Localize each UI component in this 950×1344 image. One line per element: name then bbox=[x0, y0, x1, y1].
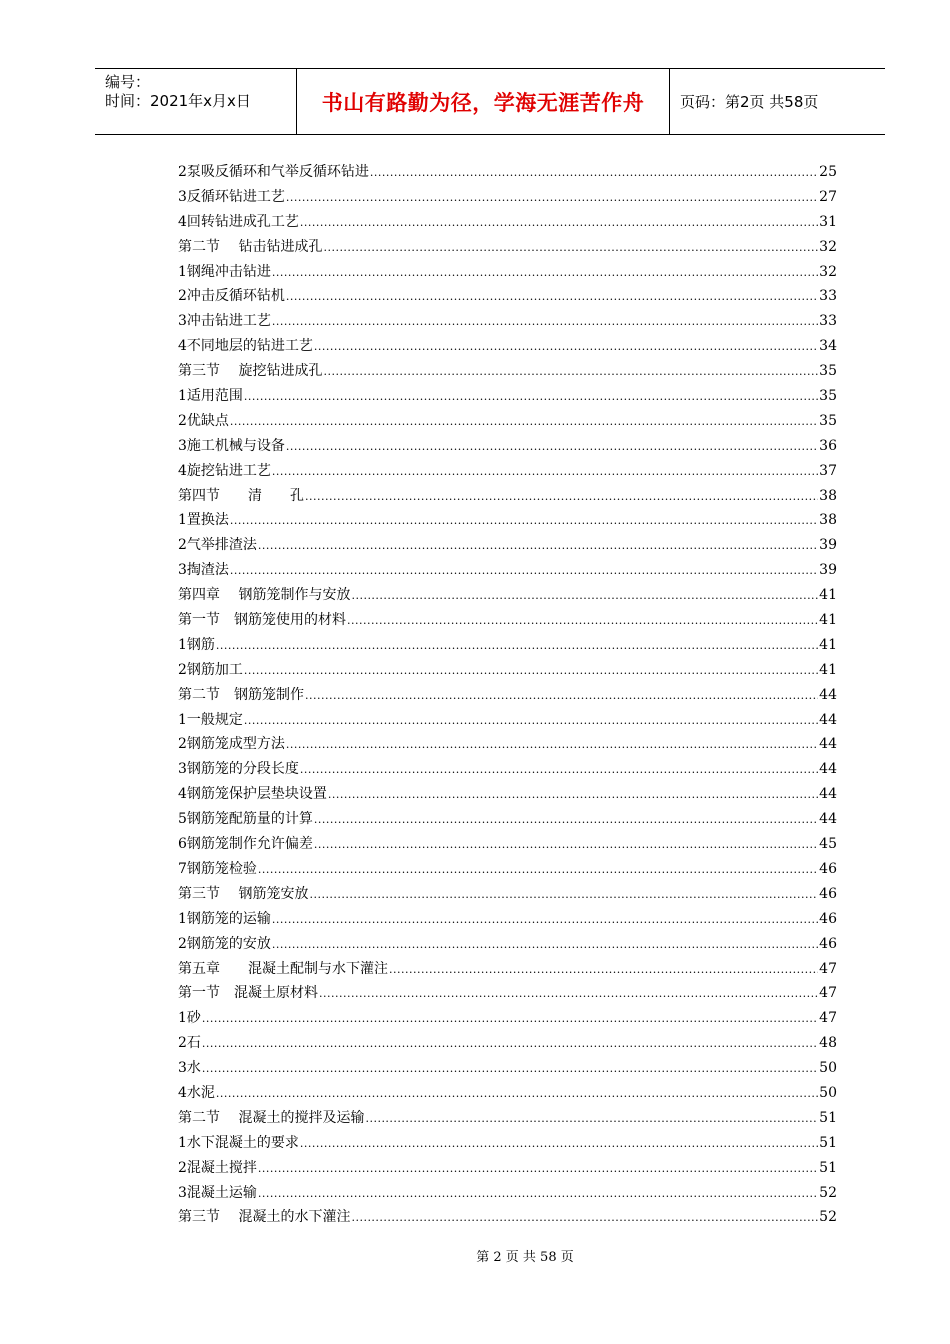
toc-entry-title: 第一节 混凝土原材料 bbox=[178, 985, 318, 1002]
toc-entry-page: 37 bbox=[819, 462, 837, 479]
toc-dot-leader bbox=[272, 933, 818, 958]
toc-entry-title: 第二节 钻击钻进成孔 bbox=[178, 238, 323, 255]
toc-entry-page: 35 bbox=[819, 388, 837, 405]
toc-entry[interactable] bbox=[178, 932, 837, 957]
toc-entry-page: 44 bbox=[819, 736, 837, 753]
toc-entry-title: 3水 bbox=[178, 1060, 201, 1077]
toc-entry-page: 50 bbox=[819, 1084, 837, 1101]
toc-entry[interactable] bbox=[178, 981, 837, 1006]
toc-entry-title: 第三节 钢筋笼安放 bbox=[178, 885, 309, 902]
toc-entry-title: 2石 bbox=[178, 1035, 201, 1052]
toc-entry[interactable] bbox=[178, 508, 837, 533]
toc-dot-leader bbox=[351, 584, 818, 609]
toc-entry-page: 25 bbox=[819, 164, 837, 180]
toc-entry-page: 47 bbox=[819, 985, 837, 1002]
toc-dot-leader bbox=[300, 1132, 818, 1157]
toc-dot-leader bbox=[272, 908, 818, 933]
toc-entry-page: 44 bbox=[819, 686, 837, 703]
toc-dot-leader bbox=[323, 236, 818, 261]
toc-entry-title: 2优缺点 bbox=[178, 412, 229, 429]
toc-entry-title: 2泵吸反循环和气举反循环钻进 bbox=[178, 164, 369, 180]
toc-entry-title: 7钢筋笼检验 bbox=[178, 860, 257, 877]
toc-entry[interactable] bbox=[178, 683, 837, 708]
toc-dot-leader bbox=[323, 360, 818, 385]
toc-entry-title: 4旋挖钻进工艺 bbox=[178, 462, 271, 479]
toc-entry[interactable] bbox=[178, 533, 837, 558]
toc-dot-leader bbox=[305, 485, 818, 510]
toc-entry[interactable] bbox=[178, 608, 837, 633]
toc-entry[interactable] bbox=[178, 185, 837, 210]
toc-entry-page: 45 bbox=[819, 836, 837, 853]
toc-entry-page: 27 bbox=[819, 188, 837, 205]
toc-entry[interactable] bbox=[178, 1006, 837, 1031]
toc-entry-page: 48 bbox=[819, 1035, 837, 1052]
toc-entry-page: 47 bbox=[819, 960, 837, 977]
toc-entry[interactable] bbox=[178, 1056, 837, 1081]
toc-entry[interactable] bbox=[178, 409, 837, 434]
toc-entry-page: 51 bbox=[819, 1134, 837, 1151]
toc-entry[interactable] bbox=[178, 459, 837, 484]
toc-dot-leader bbox=[314, 808, 818, 833]
toc-entry[interactable] bbox=[178, 235, 837, 260]
toc-dot-leader bbox=[216, 1082, 818, 1107]
toc-entry-page: 52 bbox=[819, 1209, 837, 1226]
toc-entry[interactable] bbox=[178, 1131, 837, 1156]
toc-dot-leader bbox=[258, 1157, 818, 1182]
toc-entry[interactable] bbox=[178, 857, 837, 882]
toc-entry[interactable] bbox=[178, 583, 837, 608]
toc-entry-page: 46 bbox=[819, 860, 837, 877]
toc-dot-leader bbox=[244, 709, 818, 734]
toc-entry-title: 1钢绳冲击钻进 bbox=[178, 263, 271, 280]
toc-entry-page: 35 bbox=[819, 363, 837, 380]
toc-entry-page: 39 bbox=[819, 537, 837, 554]
toc-entry[interactable] bbox=[178, 757, 837, 782]
toc-dot-leader bbox=[258, 858, 818, 883]
toc-dot-leader bbox=[272, 310, 818, 335]
toc-entry-title: 2冲击反循环钻机 bbox=[178, 288, 285, 305]
toc-dot-leader bbox=[286, 435, 818, 460]
toc-entry-title: 2钢筋笼成型方法 bbox=[178, 736, 285, 753]
toc-dot-leader bbox=[300, 211, 818, 236]
toc-entry-title: 第四章 钢筋笼制作与安放 bbox=[178, 587, 351, 604]
toc-entry-page: 47 bbox=[819, 1010, 837, 1027]
toc-dot-leader bbox=[202, 1007, 818, 1032]
toc-entry-title: 1置换法 bbox=[178, 512, 229, 529]
toc-entry[interactable] bbox=[178, 732, 837, 757]
toc-entry-page: 33 bbox=[819, 313, 837, 330]
toc-dot-leader bbox=[230, 410, 818, 435]
toc-entry[interactable] bbox=[178, 1081, 837, 1106]
toc-entry-title: 第一节 钢筋笼使用的材料 bbox=[178, 612, 346, 629]
toc-entry-page: 44 bbox=[819, 761, 837, 778]
toc-entry-page: 46 bbox=[819, 885, 837, 902]
toc-dot-leader bbox=[244, 385, 818, 410]
toc-entry-title: 3掏渣法 bbox=[178, 562, 229, 579]
toc-entry-page: 41 bbox=[819, 587, 837, 604]
toc-entry-title: 3钢筋笼的分段长度 bbox=[178, 761, 299, 778]
toc-dot-leader bbox=[314, 335, 818, 360]
toc-entry-title: 第二节 混凝土的搅拌及运输 bbox=[178, 1109, 365, 1126]
toc-dot-leader bbox=[272, 460, 818, 485]
toc-entry-title: 第五章 混凝土配制与水下灌注 bbox=[178, 960, 388, 977]
time-label: 时间：2021年x月x日 bbox=[105, 92, 251, 110]
toc-entry[interactable] bbox=[178, 907, 837, 932]
toc-entry[interactable] bbox=[178, 782, 837, 807]
toc-dot-leader bbox=[351, 1206, 818, 1231]
toc-entry-title: 2气举排渣法 bbox=[178, 537, 257, 554]
toc-dot-leader bbox=[286, 186, 818, 211]
toc-entry-page: 36 bbox=[819, 437, 837, 454]
toc-entry-title: 1砂 bbox=[178, 1010, 201, 1027]
toc-entry-page: 32 bbox=[819, 238, 837, 255]
toc-dot-leader bbox=[258, 1182, 818, 1207]
toc-entry-title: 1水下混凝土的要求 bbox=[178, 1134, 299, 1151]
toc-entry-page: 31 bbox=[819, 213, 837, 230]
toc-dot-leader bbox=[370, 161, 818, 186]
header-page-info: 页码：第2页 共58页 bbox=[680, 93, 819, 111]
toc-entry[interactable] bbox=[178, 210, 837, 235]
toc-entry-title: 第三节 旋挖钻进成孔 bbox=[178, 363, 323, 380]
toc-dot-leader bbox=[309, 883, 818, 908]
toc-entry[interactable] bbox=[178, 658, 837, 683]
toc-entry-page: 44 bbox=[819, 811, 837, 828]
toc-entry[interactable] bbox=[178, 260, 837, 285]
toc-dot-leader bbox=[202, 1057, 818, 1082]
toc-dot-leader bbox=[202, 1032, 818, 1057]
toc-entry-page: 51 bbox=[819, 1109, 837, 1126]
toc-dot-leader bbox=[347, 609, 818, 634]
toc-entry-title: 第二节 钢筋笼制作 bbox=[178, 686, 304, 703]
page-header bbox=[95, 68, 885, 135]
toc-entry-page: 32 bbox=[819, 263, 837, 280]
toc-entry-page: 51 bbox=[819, 1159, 837, 1176]
toc-entry-title: 第四节 清 孔 bbox=[178, 487, 304, 504]
toc-entry-title: 2钢筋笼的安放 bbox=[178, 935, 271, 952]
toc-dot-leader bbox=[272, 261, 818, 286]
page-footer: 第 2 页 共 58 页 bbox=[476, 1250, 574, 1265]
toc-entry[interactable] bbox=[178, 160, 837, 185]
toc-entry[interactable] bbox=[178, 633, 837, 658]
toc-dot-leader bbox=[258, 534, 818, 559]
toc-entry-title: 4回转钻进成孔工艺 bbox=[178, 213, 299, 230]
toc-entry[interactable] bbox=[178, 957, 837, 982]
header-meta bbox=[95, 69, 297, 134]
toc-entry-page: 35 bbox=[819, 412, 837, 429]
toc-entry[interactable] bbox=[178, 334, 837, 359]
toc-entry[interactable] bbox=[178, 1181, 837, 1206]
toc-entry-page: 41 bbox=[819, 636, 837, 653]
toc-entry-page: 46 bbox=[819, 935, 837, 952]
toc-entry-page: 46 bbox=[819, 910, 837, 927]
toc-dot-leader bbox=[365, 1107, 818, 1132]
toc-entry-title: 6钢筋笼制作允许偏差 bbox=[178, 836, 313, 853]
toc-entry-title: 5钢筋笼配筋量的计算 bbox=[178, 811, 313, 828]
toc-entry-page: 39 bbox=[819, 562, 837, 579]
toc-dot-leader bbox=[328, 783, 818, 808]
toc-dot-leader bbox=[319, 982, 818, 1007]
toc-dot-leader bbox=[305, 684, 818, 709]
serial-label: 编号： bbox=[105, 73, 151, 91]
toc-entry-title: 4不同地层的钻进工艺 bbox=[178, 338, 313, 355]
toc-entry-title: 3冲击钻进工艺 bbox=[178, 313, 271, 330]
toc-dot-leader bbox=[286, 733, 818, 758]
toc-entry[interactable] bbox=[178, 1031, 837, 1056]
toc-entry[interactable] bbox=[178, 1205, 837, 1230]
toc-entry[interactable] bbox=[178, 832, 837, 857]
toc-entry[interactable] bbox=[178, 882, 837, 907]
toc-entry-page: 41 bbox=[819, 661, 837, 678]
toc-dot-leader bbox=[230, 559, 818, 584]
toc-entry-title: 第三节 混凝土的水下灌注 bbox=[178, 1209, 351, 1226]
toc-entry[interactable] bbox=[178, 309, 837, 334]
toc-entry-page: 44 bbox=[819, 786, 837, 803]
toc-entry-page: 50 bbox=[819, 1060, 837, 1077]
toc-entry-title: 3混凝土运输 bbox=[178, 1184, 257, 1201]
toc-entry-title: 3施工机械与设备 bbox=[178, 437, 285, 454]
toc-entry[interactable] bbox=[178, 807, 837, 832]
toc-dot-leader bbox=[389, 958, 818, 983]
toc-entry[interactable] bbox=[178, 1156, 837, 1181]
toc-entry[interactable] bbox=[178, 434, 837, 459]
toc-entry-page: 44 bbox=[819, 711, 837, 728]
toc-entry[interactable] bbox=[178, 284, 837, 309]
toc-dot-leader bbox=[244, 659, 818, 684]
toc-entry-title: 2混凝土搅拌 bbox=[178, 1159, 257, 1176]
toc-entry-title: 1适用范围 bbox=[178, 388, 243, 405]
toc-entry-title: 2钢筋加工 bbox=[178, 661, 243, 678]
toc-dot-leader bbox=[314, 833, 818, 858]
toc-entry-page: 52 bbox=[819, 1184, 837, 1201]
toc-entry[interactable] bbox=[178, 558, 837, 583]
toc-entry-page: 38 bbox=[819, 512, 837, 529]
toc-dot-leader bbox=[216, 634, 818, 659]
toc-entry-page: 38 bbox=[819, 487, 837, 504]
header-motto: 书山有路勤为径，学海无涯苦作舟 bbox=[297, 69, 670, 134]
toc-entry[interactable] bbox=[178, 384, 837, 409]
toc-entry-title: 1一般规定 bbox=[178, 711, 243, 728]
toc-entry-title: 1钢筋笼的运输 bbox=[178, 910, 271, 927]
toc-entry[interactable] bbox=[178, 359, 837, 384]
toc-dot-leader bbox=[300, 758, 818, 783]
toc-entry-page: 41 bbox=[819, 612, 837, 629]
toc-entry[interactable] bbox=[178, 484, 837, 509]
toc-entry-title: 4水泥 bbox=[178, 1084, 215, 1101]
toc-dot-leader bbox=[230, 509, 818, 534]
toc-dot-leader bbox=[286, 285, 818, 310]
toc-entry-page: 33 bbox=[819, 288, 837, 305]
toc-entry-title: 1钢筋 bbox=[178, 636, 215, 653]
toc-entry-title: 4钢筋笼保护层垫块设置 bbox=[178, 786, 327, 803]
toc-entry-page: 34 bbox=[819, 338, 837, 355]
toc-entry-title: 3反循环钻进工艺 bbox=[178, 188, 285, 205]
toc-entry[interactable] bbox=[178, 708, 837, 733]
toc-entry[interactable] bbox=[178, 1106, 837, 1131]
table-of-contents bbox=[178, 160, 837, 1230]
